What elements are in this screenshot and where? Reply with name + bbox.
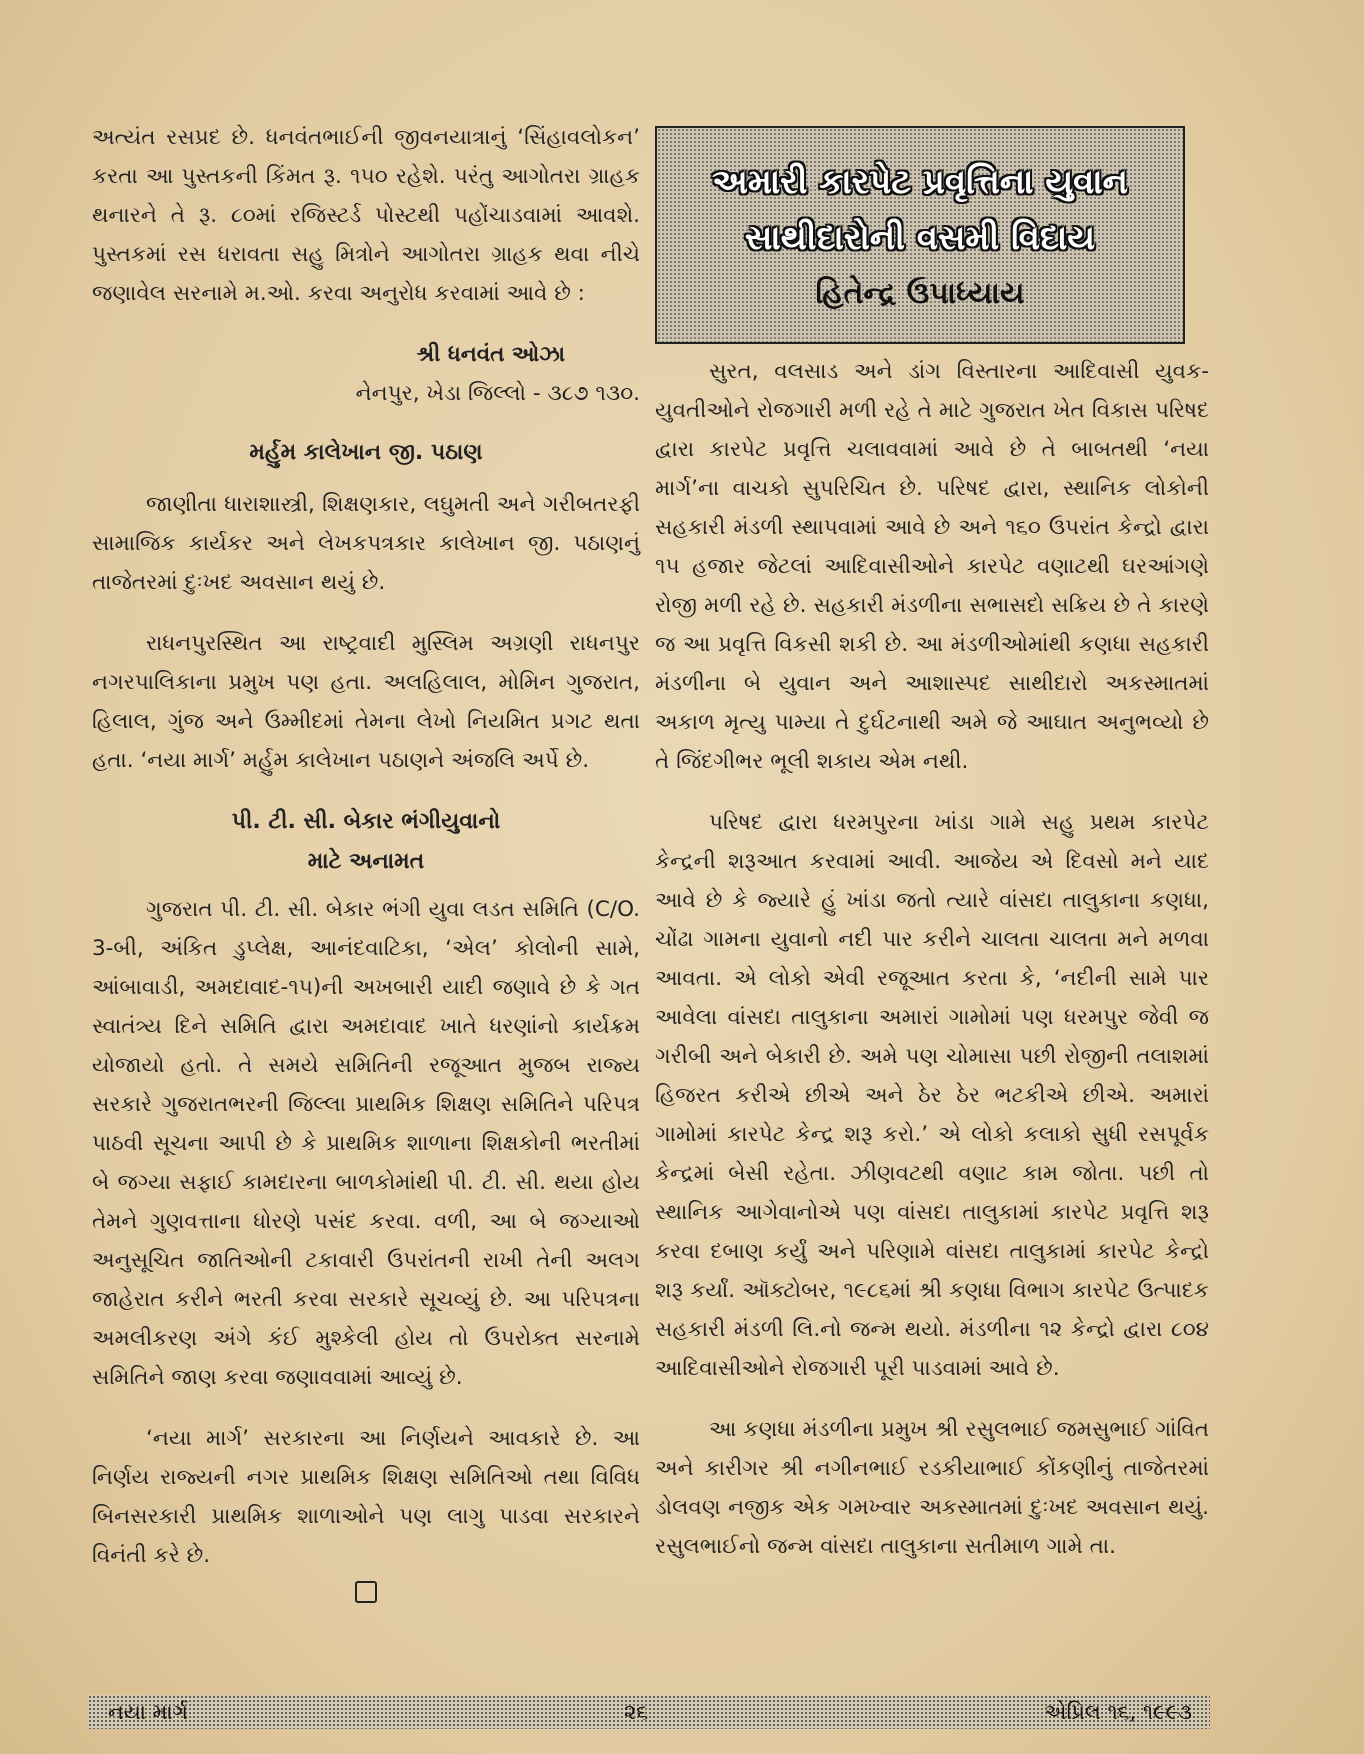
paragraph-obituary-2: રાધનપુરસ્થિત આ રાષ્ટ્રવાદી મુસ્લિમ અગ્રણી રાધનપુર નગરપાલિકાના પ્રમુખ પણ હતા. અલહિલાલ, મોમિન ગુજરાત, હિલાલ, ગુંજ અને ઉમ્મીદમાં તેમના લેખો નિયમિત પ્રગટ થતા હતા. ‘નયા માર્ગ’ મર્હુમ કાલેખાન પઠાણને અંજલિ અર્પે છે. [92,631,640,773]
article-title-line1: અમારી કારપેટ પ્રવૃત્તિના યુવાન [711,162,1129,202]
section-heading-reservation-line1: પી. ટી. સી. બેકાર ભંગીયુવાનો [231,809,501,834]
page-footer [88,1695,1210,1729]
footer-publication: નયા માર્ગ [108,1700,188,1724]
signature-name: શ્રી ધનવંત ઓઝા [416,342,565,367]
paragraph-reservation-1: ગુજરાત પી. ટી. સી. બેકાર ભંગી યુવા લડત સમિતિ (C/O. 3-બી, અંકિત ડુપ્લેક્ષ, આનંદવાટિકા, ‘એલ’ કોલોની સામે, આંબાવાડી, અમદાવાદ-૧૫)ની અખબારી યાદી જણાવે છે કે ગત સ્વાતંત્ર્ય દિને સમિતિ દ્વારા અમદાવાદ ખાતે ધરણાંનો કાર્યક્રમ યોજાયો હતો. તે સમયે સમિતિની રજૂઆત મુજબ રાજ્ય સરકારે ગુજરાતભરની જિલ્લા પ્રાથમિક શિક્ષણ સમિતિને પરિપત્ર પાઠવી સૂચના આપી છે કે પ્રાથમિક શાળાના શિક્ષકોની ભરતીમાં બે જગ્યા સફાઈ કામદારના બાળકોમાંથી પી. ટી. સી. થયા હોય તેમને ગુણવત્તાના ધોરણે પસંદ કરવા. વળી, આ બે જગ્યાઓ અનુસૂચિત જાતિઓની ટકાવારી ઉપરાંતની રાખી તેની અલગ જાહેરાત કરીને ભરતી કરવા સરકારે સૂચવ્યું છે. આ પરિપત્રના અમલીકરણ અંગે કંઈ મુશ્કેલી હોય તો ઉપરોક્ત સરનામે સમિતિને જાણ કરવા જણાવવામાં આવ્યું છે. [92,897,640,1390]
end-of-article-mark [355,1581,377,1603]
paragraph-book-offer: અત્યંત રસપ્રદ છે. ધનવંતભાઈની જીવનયાત્રાનું ‘સિંહાવલોકન’ કરતા આ પુસ્તકની કિંમત રૂ. ૧૫૦ રહેશે. પરંતુ આગોતરા ગ્રાહક થનારને તે રૂ. ૮૦માં રજિસ્ટર્ડ પોસ્ટથી પહોંચાડવામાં આવશે. પુસ્તકમાં રસ ધરાવતા સહુ મિત્રોને આગોતરા ગ્રાહક થવા નીચે જણાવેલ સરનામે મ.ઓ. કરવા અનુરોધ કરવામાં આવે છે : [92,125,640,306]
paragraph-carpet-2: પરિષદ દ્વારા ધરમપુરના ખાંડા ગામે સહુ પ્રથમ કારપેટ કેન્દ્રની શરૂઆત કરવામાં આવી. આજેય એ દિવસો મને યાદ આવે છે કે જ્યારે હું ખાંડા જતો ત્યારે વાંસદા તાલુકાના કણધા, ચોંઢા ગામના યુવાનો નદી પાર કરીને ચાલતા ચાલતા મને મળવા આવતા. એ લોકો એવી રજૂઆત કરતા કે, ‘નદીની સામે પાર આવેલા વાંસદા તાલુકાના અમારાં ગામોમાં પણ ધરમપુર જેવી જ ગરીબી અને બેકારી છે. અમે પણ ચોમાસા પછી રોજીની તલાશમાં હિજરત કરીએ છીએ અને ઠેર ઠેર ભટકીએ છીએ. અમારાં ગામોમાં કારપેટ કેન્દ્ર શરૂ કરો.’ એ લોકો કલાકો સુધી રસપૂર્વક કેન્દ્રમાં બેસી રહેતા. ઝીણવટથી વણાટ કામ જોતા. પછી તો સ્થાનિક આગેવાનોએ પણ વાંસદા તાલુકામાં કારપેટ પ્રવૃત્તિ શરૂ કરવા દબાણ કર્યું અને પરિણામે વાંસદા તાલુકામાં કારપેટ કેન્દ્રો શરૂ કર્યાં. ઑક્ટોબર, ૧૯૮૬માં શ્રી કણધા વિભાગ કારપેટ ઉત્પાદક સહકારી મંડળી લિ.નો જન્મ થયો. મંડળીના ૧૨ કેન્દ્રો દ્વારા ૮૦૪ આદિવાસીઓને રોજગારી પૂરી પાડવામાં આવે છે. [655,810,1209,1381]
section-heading-reservation [92,802,640,882]
paragraph-carpet-1: સુરત, વલસાડ અને ડાંગ વિસ્તારના આદિવાસી યુવક-યુવતીઓને રોજગારી મળી રહે તે માટે ગુજરાત ખેત વિકાસ પરિષદ દ્વારા કારપેટ પ્રવૃત્તિ ચલાવવામાં આવે છે તે બાબતથી ‘નયા માર્ગ’ના વાચકો સુપરિચિત છે. પરિષદ દ્વારા, સ્થાનિક લોકોની સહકારી મંડળી સ્થાપવામાં આવે છે અને ૧૬૦ ઉપરાંત કેન્દ્રો દ્વારા ૧૫ હજાર જેટલાં આદિવાસીઓને કારપેટ વણાટથી ઘરઆંગણે રોજી મળી રહે છે. સહકારી મંડળીના સભાસદો સક્રિય છે તે કારણે જ આ પ્રવૃત્તિ વિકસી શકી છે. આ મંડળીઓમાંથી કણધા સહકારી મંડળીના બે યુવાન અને આશાસ્પદ સાથીદારો અકસ્માતમાં અકાળ મૃત્યુ પામ્યા તે દુર્ઘટનાથી અમે જે આઘાત અનુભવ્યો છે તે જિંદગીભર ભૂલી શકાય એમ નથી. [655,359,1209,774]
signature-address: નેનપુર, ખેડા જિલ્લો - ૩૮૭ ૧૩૦. [355,381,640,406]
footer-page-number: ૨૬ [624,1700,649,1724]
section-heading-obituary: મર્હુમ કાલેખાન જી. પઠાણ [249,440,483,465]
paragraph-obituary-1: જાણીતા ધારાશાસ્ત્રી, શિક્ષણકાર, લઘુમતી અને ગરીબતરફી સામાજિક કાર્યકર અને લેખકપત્રકાર કાલેખાન જી. પઠાણનું તાજેતરમાં દુઃખદ અવસાન થયું છે. [92,492,640,595]
article-title-box [655,126,1185,344]
right-column [655,352,1209,1588]
paragraph-reservation-2: ‘નયા માર્ગ’ સરકારના આ નિર્ણયને આવકારે છે. આ નિર્ણય રાજ્યની નગર પ્રાથમિક શિક્ષણ સમિતિઓ તથા વિવિધ બિનસરકારી પ્રાથમિક શાળાઓને પણ લાગુ પાડવા સરકારને વિનંતી કરે છે. [92,1426,640,1568]
article-author: હિતેન્દ્ર ઉપાધ્યાય [815,276,1025,311]
left-column [92,118,640,1603]
footer-date: એપ્રિલ ૧૬, ૧૯૯૩ [1044,1700,1192,1724]
section-heading-reservation-line2: માટે અનામત [307,849,425,874]
paragraph-carpet-3: આ કણધા મંડળીના પ્રમુખ શ્રી રસુલભાઈ જમસુભાઈ ગાંવિત અને કારીગર શ્રી નગીનભાઈ રડકીયાભાઈ કોંકણીનું તાજેતરમાં ડોલવણ નજીક એક ગમખ્વાર અકસ્માતમાં દુઃખદ અવસાન થયું. રસુલભાઈનો જન્મ વાંસદા તાલુકાના સતીમાળ ગામે તા. [655,1417,1209,1559]
article-title-line2: સાથીદારોની વસમી વિદાય [744,218,1096,258]
